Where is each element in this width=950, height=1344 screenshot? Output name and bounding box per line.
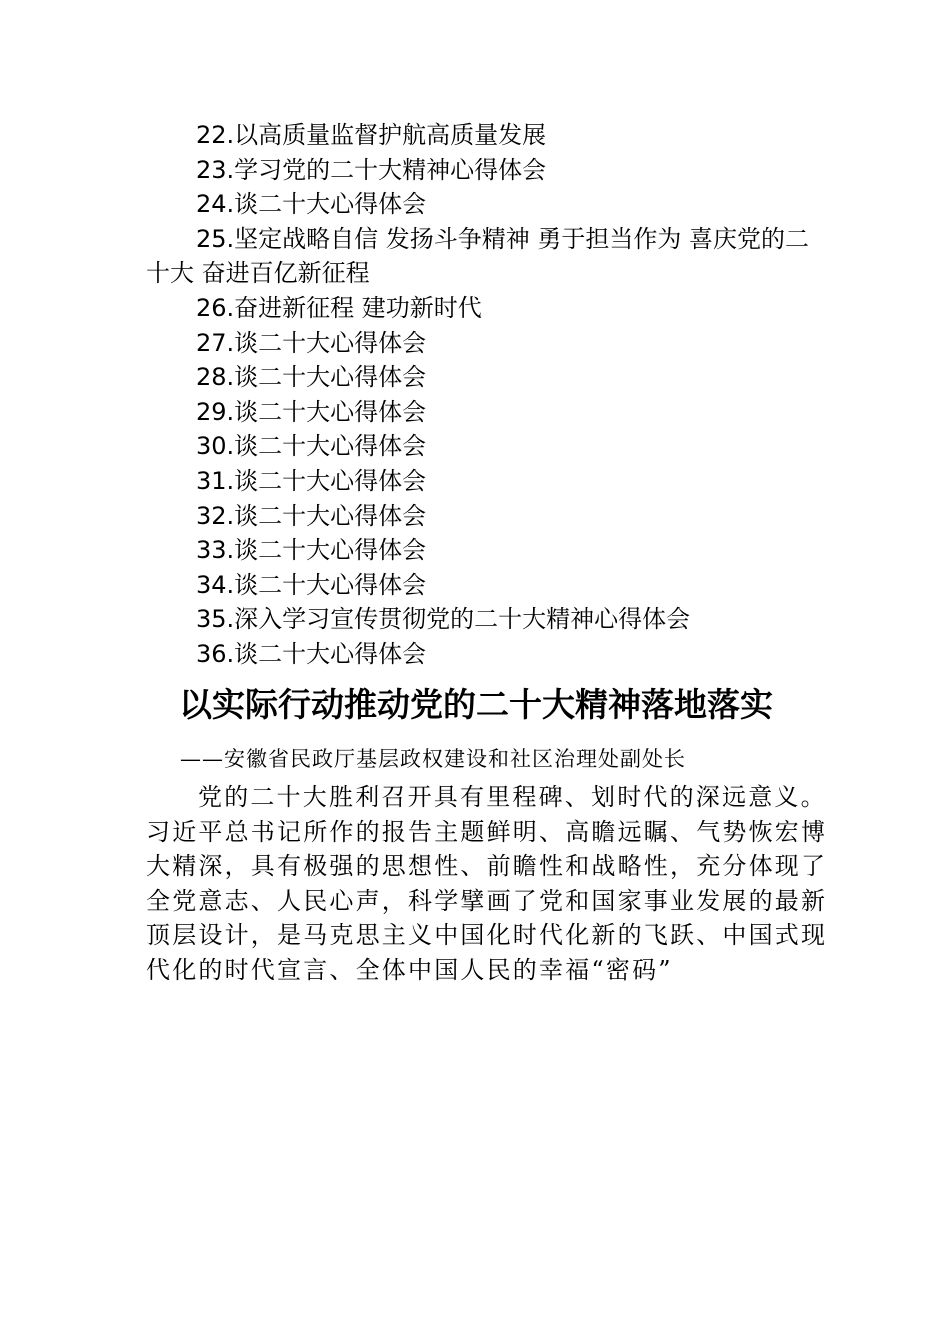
toc-item: 33.谈二十大心得体会: [196, 536, 427, 565]
toc-item: 22.以高质量监督护航高质量发展: [196, 121, 547, 149]
toc-item: 24.谈二十大心得体会: [196, 190, 427, 219]
toc-item: 29.谈二十大心得体会: [196, 397, 427, 426]
toc-item: 30.谈二十大心得体会: [196, 432, 427, 461]
toc-item: 32.谈二十大心得体会: [196, 501, 427, 530]
article-paragraph: 党的二十大胜利召开具有里程碑、划时代的深远意义。习近平总书记所作的报告主题鲜明、高瞻远瞩、气势恢宏博大精深，具有极强的思想性、前瞻性和战略性，充分体现了全党意志、人民心声，科学擘画了党和国家事业发展的最新顶层设计，是马克思主义中国化时代化新的飞跃、中国式现代化的时代宣言、全体中国人民的幸福“密码”: [146, 783, 828, 984]
table-of-contents: [146, 118, 826, 672]
toc-item: 23.学习党的二十大精神心得体会: [196, 155, 547, 184]
article-title: 以实际行动推动党的二十大精神落地落实: [179, 685, 773, 724]
toc-item: 31.谈二十大心得体会: [196, 466, 427, 495]
toc-item: 28.谈二十大心得体会: [196, 363, 427, 392]
toc-item: 34.谈二十大心得体会: [196, 570, 427, 599]
article-byline: ——安徽省民政厅基层政权建设和社区治理处副处长: [180, 747, 686, 771]
toc-item: 27.谈二十大心得体会: [196, 328, 427, 357]
toc-item: 35.深入学习宣传贯彻党的二十大精神心得体会: [196, 605, 691, 634]
toc-item: 36.谈二十大心得体会: [196, 639, 427, 668]
toc-item: 26.奋进新征程 建功新时代: [196, 293, 482, 322]
toc-item: 25.坚定战略自信 发扬斗争精神 勇于担当作为 喜庆党的二十大 奋进百亿新征程: [146, 224, 810, 288]
